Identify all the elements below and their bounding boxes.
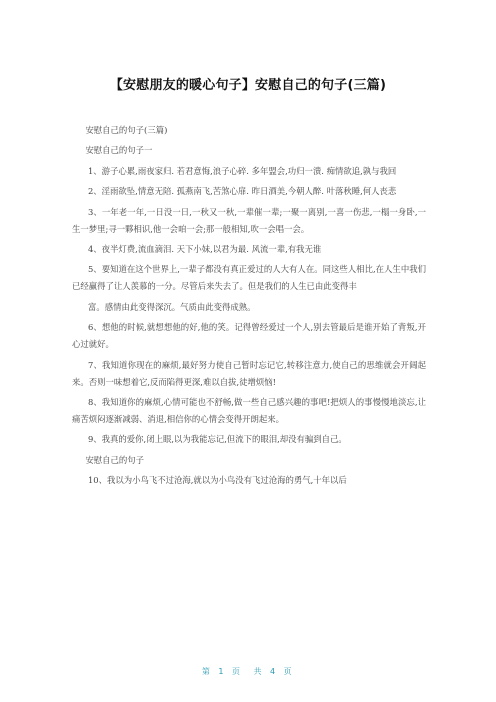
total-label: 共 xyxy=(253,667,265,676)
paragraph: 10、我以为小鸟飞不过沧海,就以为小鸟没有飞过沧海的勇气,十年以后 xyxy=(87,475,347,486)
paragraph: 4、夜半灯费,流血滴泪. 天下小妹,以君为最. 风流一辈,有我无谁 xyxy=(87,243,322,254)
document-title: 【安慰朋友的暖心句子】安慰自己的句子(三篇) xyxy=(109,78,387,93)
paragraph: 富。感情由此变得深沉。气质由此变得成熟。 xyxy=(87,301,256,312)
paragraph-subtitle: 安慰自己的句子(三篇) xyxy=(85,125,168,135)
paragraph: 1、游子心累,雨夜家归. 若君意悔,浪子心碎. 多年盟会,功归一溃. 痴情欲追,孰与我回 xyxy=(87,165,397,176)
document-body xyxy=(72,122,426,492)
page-label: 第 xyxy=(201,667,213,676)
paragraph: 5、要知道在这个世界上,一辈子都没有真正爱过的人大有人在。同这些人相比,在人生中我们已经赢得了让人羡慕的一分。尽管后来失去了。但是我们的人生已由此变得丰 xyxy=(72,264,426,292)
paragraph: 9、我真的爱你,闭上眼,以为我能忘记,但流下的眼泪,却没有骗到自己。 xyxy=(87,434,347,445)
paragraph: 8、我知道你的麻烦,心情可能也不舒畅,做一些自己感兴趣的事吧!把烦人的事慢慢地淡忘,让痛苦烦闷逐渐减弱、消退,相信你的心情会变得开朗起来。 xyxy=(72,396,426,424)
total-unit: 页 xyxy=(283,667,295,676)
paragraph: 7、我知道你现在的麻烦,最好努力使自己暂时忘记它,转移注意力,使自己的思维就会开阔起来。否则一味想着它,反而陷得更深,难以自拔,徒增烦恼! xyxy=(72,359,426,387)
page-number: 1 xyxy=(218,667,226,676)
section-heading-1: 安慰自己的句子一 xyxy=(85,145,153,156)
paragraph: 2、淫雨欲坠,情意无陪. 孤燕南飞,苦煞心扉. 昨日酒美,今朝人醉. 叶落秋睡,何人丧悲 xyxy=(87,186,397,197)
section-heading-2: 安慰自己的句子 xyxy=(85,454,145,465)
page-unit: 页 xyxy=(231,667,243,676)
page-footer xyxy=(0,666,496,677)
paragraph: 3、一年老一年,一日没一日,一秋又一秋,一辈催一辈;一聚一离别,一喜一伤悲,一榻一身卧,一生一梦里;寻一夥相识,他一会咱一会;那一般相知,吹一会唱一会。 xyxy=(72,206,426,234)
paragraph: 6、想他的时候,就想想他的好,他的笑。记得曾经爱过一个人,别去管最后是谁开始了背叛,开心过就好。 xyxy=(72,322,426,350)
total-pages: 4 xyxy=(270,667,278,676)
